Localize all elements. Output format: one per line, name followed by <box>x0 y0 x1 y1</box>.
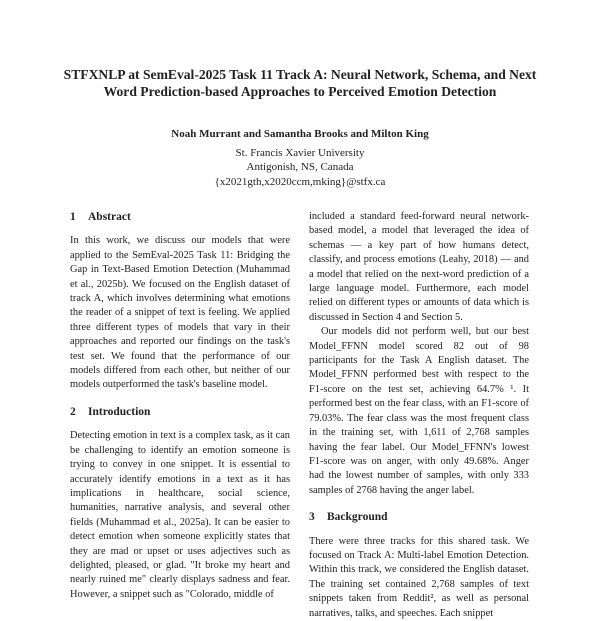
email: {x2021gth,x2020ccm,mking}@stfx.ca <box>214 175 386 188</box>
section-number: 3 <box>309 511 315 524</box>
section-title: Background <box>327 511 388 524</box>
right-column <box>309 210 529 621</box>
paper-title: STFXNLP at SemEval-2025 Task 11 Track A: Neural Network, Schema, and Next Word Prediction-based Approaches to Perceived Emotion Detection <box>63 67 537 99</box>
affiliation: St. Francis Xavier University <box>235 146 365 159</box>
left-column <box>70 210 290 602</box>
abstract-heading <box>70 210 290 224</box>
background-text: There were three tracks for this shared task. We focused on Track A: Multi-label Emotion Detection. Within this track, we considered the English dataset. The training set contained 2,768 samples of text snippets taken from Reddit², as well as personal narratives, talks, and speeches. Each snippet <box>309 535 529 619</box>
section-title: Introduction <box>88 405 151 418</box>
abstract-text: In this work, we discuss our models that were applied to the SemEval-2025 Task 11: Bridging the Gap in Text-Based Emotion Detection (Muhammad et al., 2025b). We focused on the English dataset of track A, which involves determining what emotions the reader of a snippet of text is feeling. We applied three different types of models that vary in their approaches and reported our findings on the task's test set. We found that the performance of our models differed from each other, but neither of our models outperformed the task's baseline model. <box>70 235 290 391</box>
section-title: Abstract <box>88 211 131 223</box>
background-heading <box>309 510 529 524</box>
introduction-heading <box>70 405 290 419</box>
results-paragraph: Our models did not perform well, but our best Model_FFNN model scored 82 out of 98 participants for the Task A English dataset. The Model_FFNN performed best with respect to the F1-score on the test set, achieving 64.7% ¹. It performed best on the fear class, with an F1-score of 79.03%. The fear class was the most frequent class in the training set, with 1,611 of 2,768 samples having the fear label. Our Model_FFNN's lowest F1-score was on anger, with only 49.68%. Anger had the lowest number of samples, with only 333 samples of 2768 having the anger label. <box>309 326 529 496</box>
section-number: 1 <box>70 211 76 223</box>
author-block <box>60 127 540 189</box>
author-names: Noah Murrant and Samantha Brooks and Milton King <box>171 128 429 140</box>
introduction-continued: included a standard feed-forward neural network-based model, a model that leveraged the idea of schemas — a key part of how humans detect, classify, and process emotions (Leahy, 2018) — and a model that relied on the next-word prediction of a large language model. Furthermore, each model relied on different types or amounts of data which is discussed in Section 4 and Section 5. <box>309 211 529 323</box>
section-number: 2 <box>70 405 76 418</box>
location: Antigonish, NS, Canada <box>246 161 354 173</box>
introduction-text: Detecting emotion in text is a complex task, as it can be challenging to identify an emotion someone is trying to convey in one snippet. It is essential to accurately identify emotions in a text as it has implications in healthcare, social science, humanities, narrative analysis, and several other fields (Muhammad et al., 2025a). It can be easier to detect emotion when someone explicitly states that they are mad or upset or uses adjectives such as delighted, pleased, or glad. "It broke my heart and nearly ruined me" clearly displays sadness and fear. However, a snippet such as "Colorado, middle of <box>70 430 290 600</box>
